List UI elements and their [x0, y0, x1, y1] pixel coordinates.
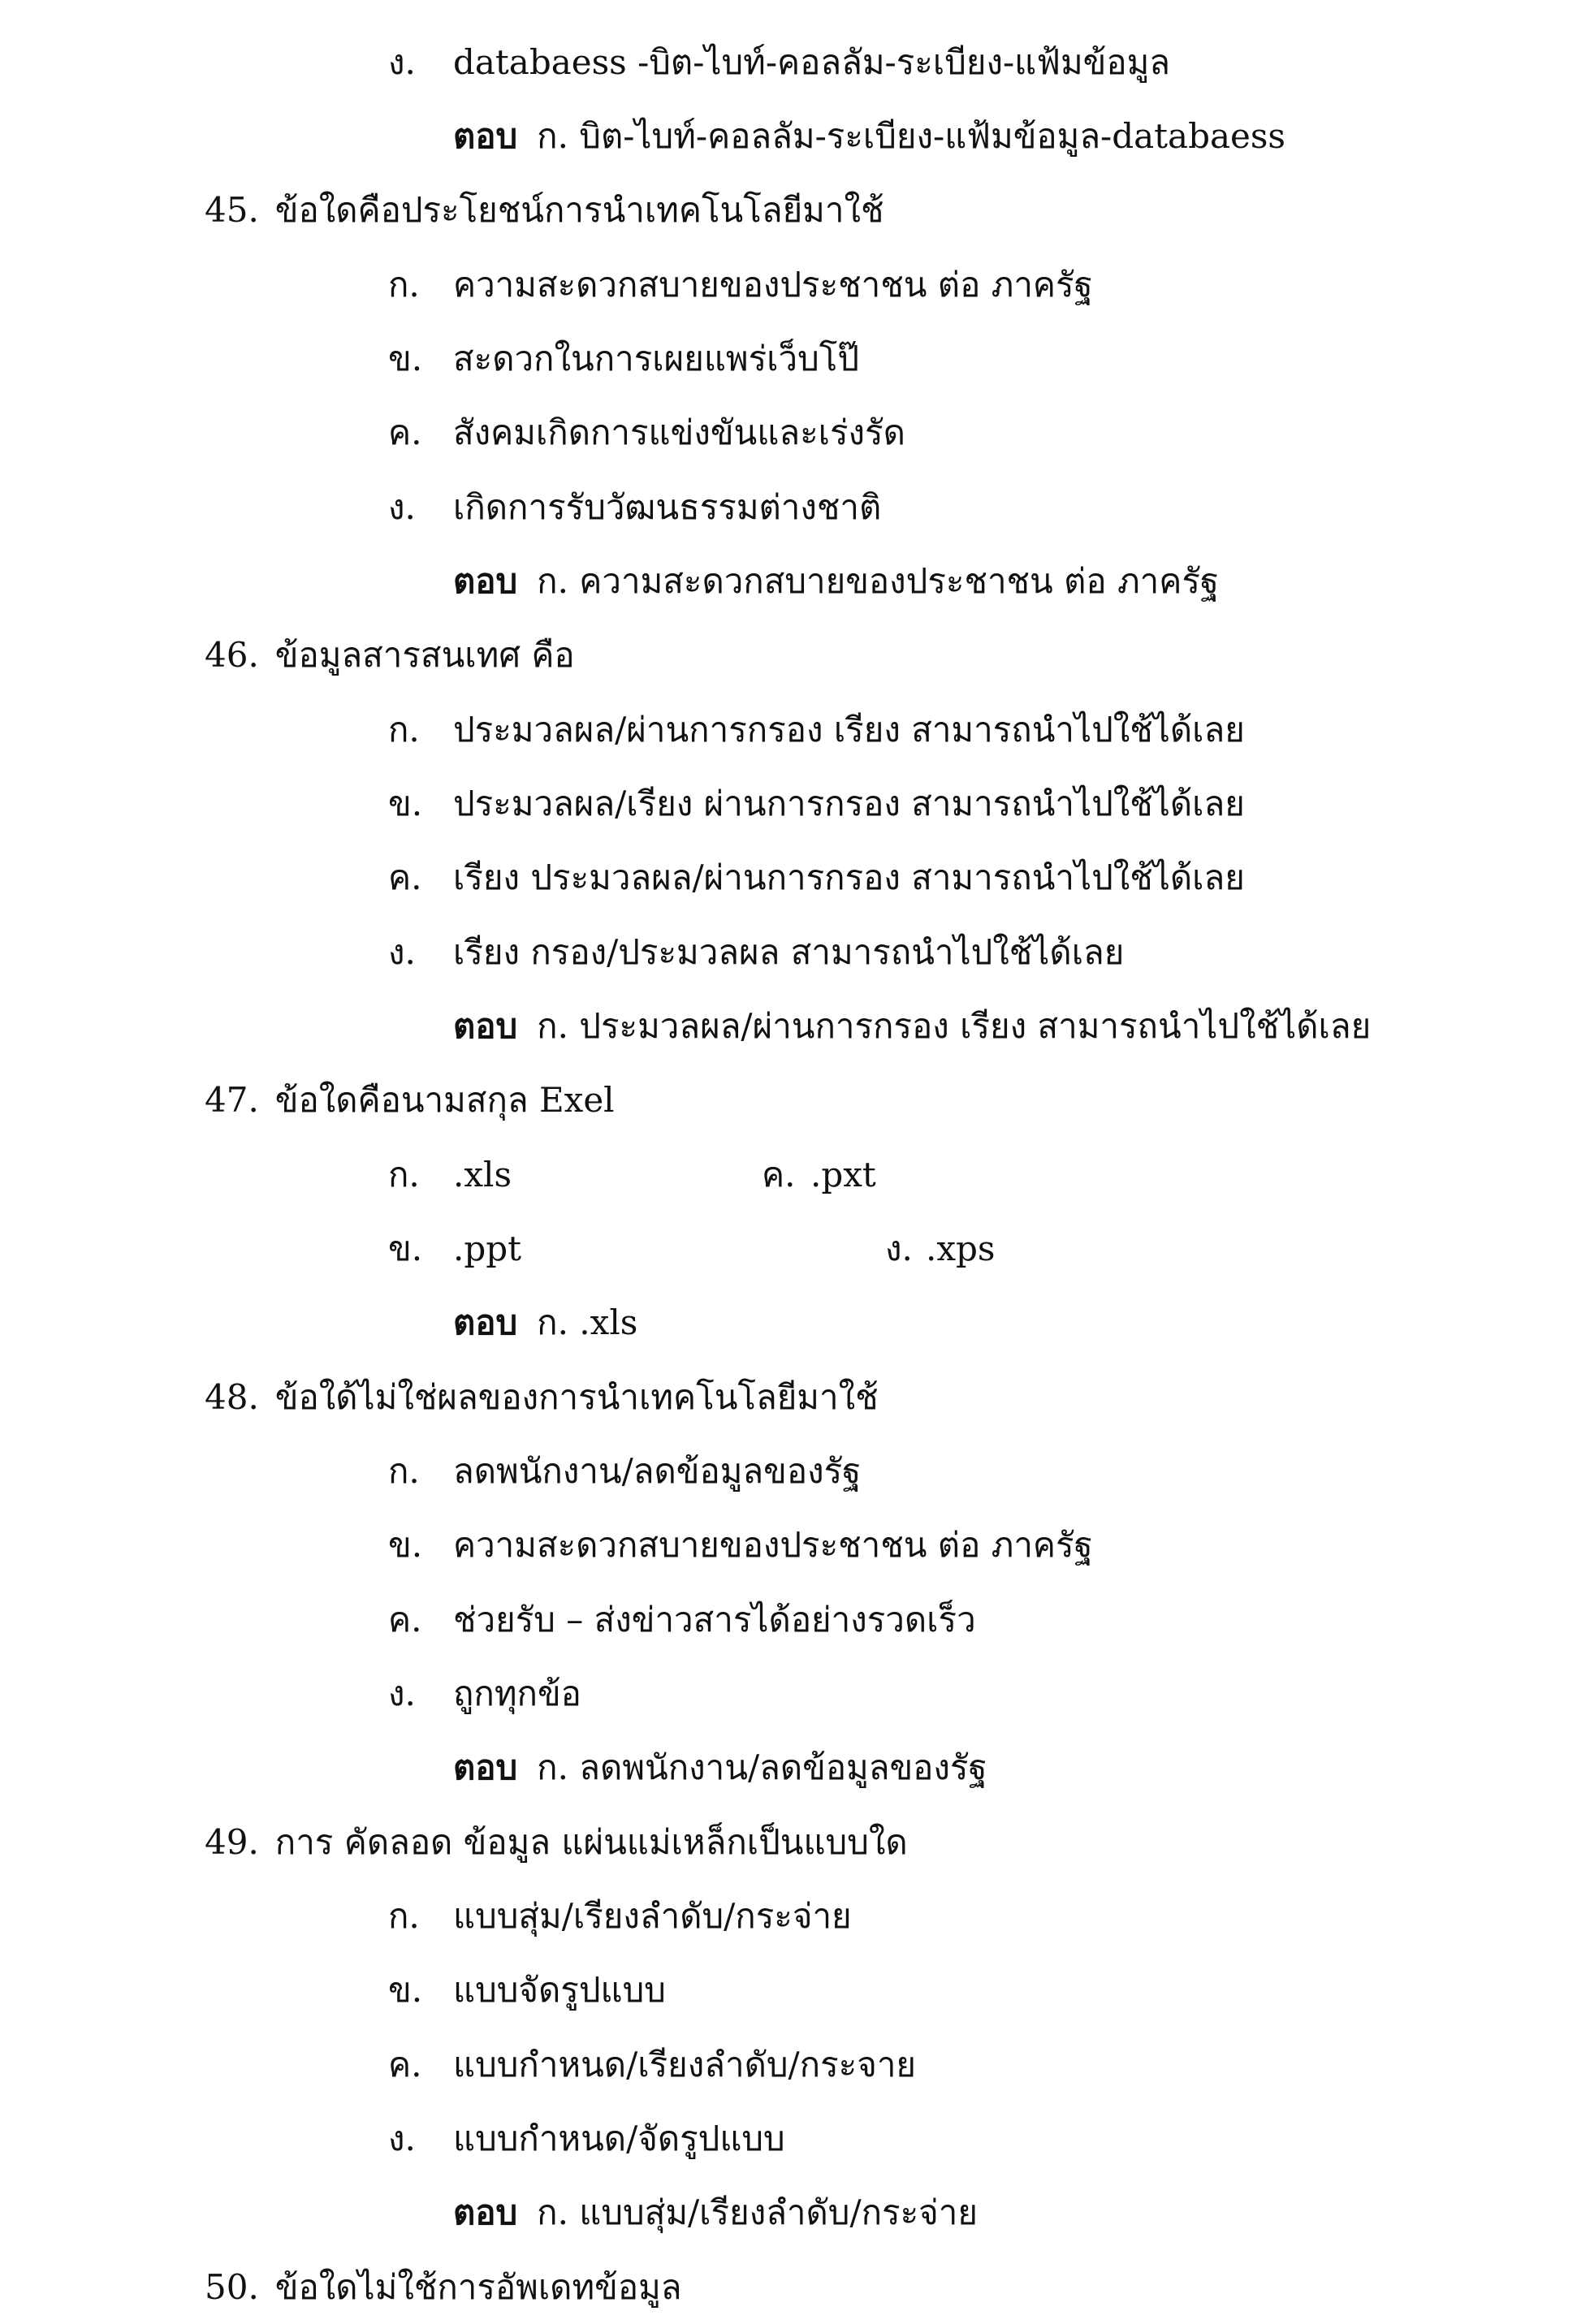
answer-line: [453, 561, 1220, 601]
option-text: ประมวลผล/เรียง ผ่านการกรอง สามารถนำไปใช้ได้เลย: [453, 784, 1245, 823]
option-letter: ง.: [388, 487, 416, 527]
option-text: ความสะดวกสบายของประชาชน ต่อ ภาครัฐ: [453, 1525, 1093, 1565]
option-text: เกิดการรับวัฒนธรรมต่างชาติ: [453, 487, 882, 527]
answer-text: ก. ลดพนักงาน/ลดข้อมูลของรัฐ: [537, 1747, 987, 1787]
question-text: การ คัดลอด ข้อมูล แผ่นแม่เหล็กเป็นแบบใด: [274, 1822, 908, 1862]
answer-label: ตอบ: [453, 116, 518, 156]
option-letter: ค.: [762, 1155, 796, 1194]
option-text: แบบกำหนด/เรียงลำดับ/กระจาย: [453, 2045, 917, 2084]
option-letter: ข.: [388, 1525, 423, 1565]
question-number: 48.: [205, 1377, 259, 1417]
option-text: ถูกทุกข้อ: [453, 1674, 581, 1713]
answer-text: ก. ประมวลผล/ผ่านการกรอง เรียง สามารถนำไปใช้ได้เลย: [537, 1006, 1372, 1046]
question-48: [205, 1377, 879, 1417]
option-letter: ข.: [388, 784, 423, 823]
question-text: ข้อใดคือนามสกุล Exel: [274, 1080, 615, 1120]
option-letter: ก.: [388, 265, 420, 305]
option-text: .pxt: [810, 1155, 876, 1194]
answer-line: [453, 1747, 987, 1787]
option-letter: ง.: [388, 1674, 416, 1713]
answer-label: ตอบ: [453, 1006, 518, 1046]
option-text: ประมวลผล/ผ่านการกรอง เรียง สามารถนำไปใช้ได้เลย: [453, 710, 1245, 749]
option-a: [388, 1451, 862, 1491]
option-c: [388, 413, 905, 452]
question-number: 50.: [205, 2267, 259, 2307]
answer-line: [453, 1006, 1372, 1046]
option-d: [885, 1229, 996, 1268]
question-45: [205, 190, 884, 230]
option-letter: ค.: [388, 1600, 422, 1639]
option-c: [388, 2045, 917, 2084]
option-b: [388, 1525, 1093, 1565]
answer-text: ก. ความสะดวกสบายของประชาชน ต่อ ภาครัฐ: [537, 561, 1220, 601]
option-letter: ก.: [388, 1451, 420, 1491]
question-number: 49.: [205, 1822, 259, 1862]
answer-line: [453, 1302, 638, 1342]
option-letter: ค.: [388, 857, 422, 897]
question-text: ข้อใด้ไม่ใช่ผลของการนำเทคโนโลยีมาใช้: [274, 1377, 879, 1417]
option-letter: ข.: [388, 1229, 423, 1268]
answer-label: ตอบ: [453, 1302, 518, 1342]
option-a: [388, 710, 1245, 749]
option-letter: ก.: [388, 710, 420, 749]
option-letter: ข.: [388, 339, 423, 378]
option-letter: ง.: [388, 932, 416, 972]
option-b: [388, 1970, 666, 2010]
option-d: [388, 1674, 581, 1713]
answer-line: [453, 2192, 978, 2232]
question-number: 45.: [205, 190, 259, 230]
option-text: แบบกำหนด/จัดรูปแบบ: [453, 2119, 785, 2158]
answer-text: ก. .xls: [537, 1302, 638, 1342]
option-c: [388, 857, 1245, 897]
answer-label: ตอบ: [453, 561, 518, 601]
question-number: 47.: [205, 1080, 259, 1120]
option-text: ความสะดวกสบายของประชาชน ต่อ ภาครัฐ: [453, 265, 1093, 305]
answer-text: ก. บิต-ไบท์-คอลลัม-ระเบียง-แฟ้มข้อมูล-databaess: [537, 116, 1285, 156]
option-letter: ก.: [388, 1896, 420, 1936]
option-text: แบบสุ่ม/เรียงลำดับ/กระจ่าย: [453, 1896, 852, 1936]
question-text: ข้อมูลสารสนเทศ คือ: [274, 635, 575, 675]
option-text: เรียง กรอง/ประมวลผล สามารถนำไปใช้ได้เลย: [453, 932, 1125, 972]
option-letter: ข.: [388, 1970, 423, 2010]
option-b: [388, 339, 859, 378]
option-b: [388, 1229, 521, 1268]
option-text: ลดพนักงาน/ลดข้อมูลของรัฐ: [453, 1451, 862, 1491]
option-text: เรียง ประมวลผล/ผ่านการกรอง สามารถนำไปใช้ได้เลย: [453, 857, 1245, 897]
question-number: 46.: [205, 635, 259, 675]
question-47: [205, 1080, 615, 1120]
option-letter: ง.: [388, 42, 416, 82]
option-text: ช่วยรับ – ส่งข่าวสารได้อย่างรวดเร็ว: [453, 1600, 976, 1639]
question-text: ข้อใดไม่ใช้การอัพเดทข้อมูล: [274, 2267, 682, 2307]
option-letter: ก.: [388, 1155, 420, 1194]
option-d: [388, 42, 1171, 82]
answer-line: [453, 116, 1285, 156]
option-a: [388, 1896, 852, 1936]
option-text: สังคมเกิดการแข่งขันและเร่งรัด: [453, 413, 905, 452]
question-49: [205, 1822, 908, 1862]
option-a: [388, 1155, 512, 1194]
option-letter: ง.: [388, 2119, 416, 2158]
option-text: แบบจัดรูปแบบ: [453, 1970, 666, 2010]
option-c: [762, 1155, 876, 1194]
option-text: .xps: [926, 1229, 996, 1268]
question-text: ข้อใดคือประโยชน์การนำเทคโนโลยีมาใช้: [274, 190, 884, 230]
option-letter: ค.: [388, 2045, 422, 2084]
option-letter: ค.: [388, 413, 422, 452]
option-text: สะดวกในการเผยแพร่เว็บโป๊: [453, 339, 859, 378]
option-a: [388, 265, 1093, 305]
option-d: [388, 932, 1125, 972]
answer-label: ตอบ: [453, 1747, 518, 1787]
question-50: [205, 2267, 682, 2307]
option-text: .xls: [453, 1155, 512, 1194]
option-text: .ppt: [453, 1229, 521, 1268]
option-d: [388, 2119, 785, 2158]
question-46: [205, 635, 575, 675]
option-c: [388, 1600, 976, 1639]
option-b: [388, 784, 1245, 823]
answer-label: ตอบ: [453, 2192, 518, 2232]
answer-text: ก. แบบสุ่ม/เรียงลำดับ/กระจ่าย: [537, 2192, 978, 2232]
option-d: [388, 487, 882, 527]
option-letter: ง.: [885, 1229, 913, 1268]
option-text: databaess -บิต-ไบท์-คอลลัม-ระเบียง-แฟ้มข้อมูล: [453, 42, 1171, 82]
